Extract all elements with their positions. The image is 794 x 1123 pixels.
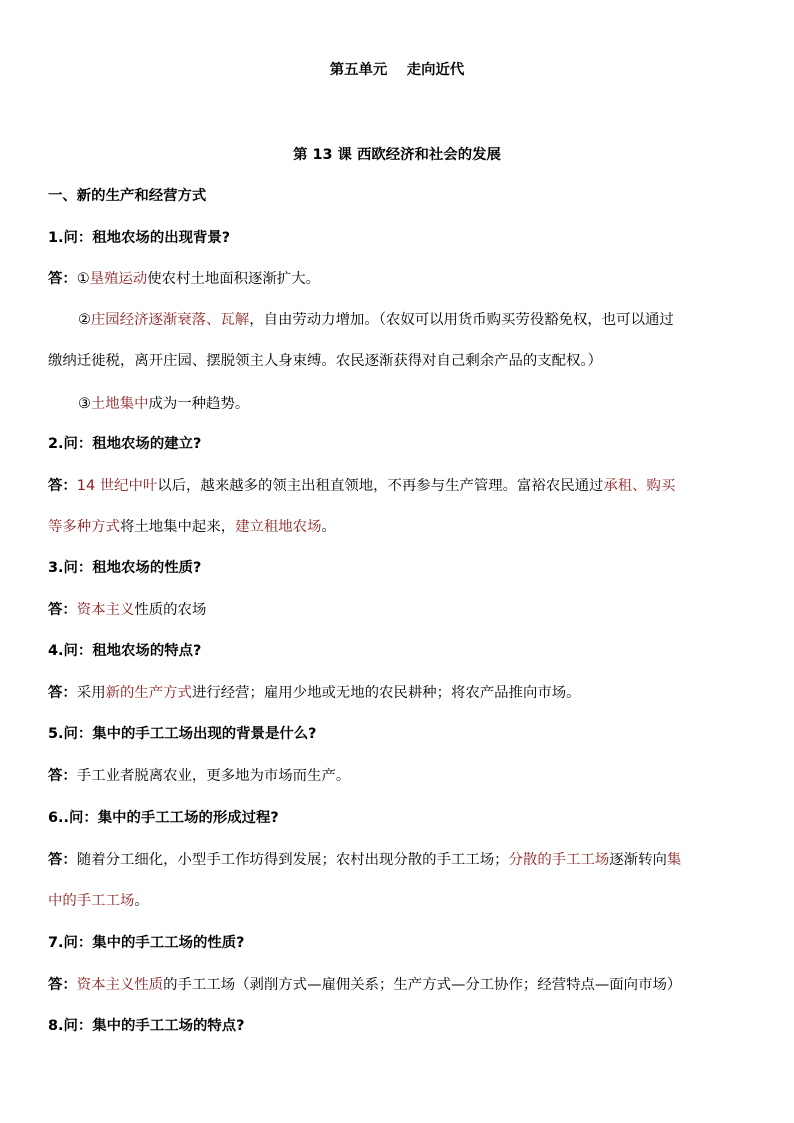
answer-6-line-2: 中的手工工场。 — [48, 893, 149, 909]
key-term: 分散的手工工场 — [508, 852, 610, 868]
answer-7: 答：资本主义性质的手工工场（剥削方式—雇佣关系；生产方式—分工协作；经营特点—面向市场） — [48, 977, 682, 993]
question-1: 1.问：租地农场的出现背景? — [48, 230, 231, 246]
question-4: 4.问：租地农场的特点? — [48, 643, 202, 659]
lesson-title: 第 13 课 西欧经济和社会的发展 — [293, 147, 501, 163]
answer-label: 答： — [48, 271, 77, 287]
key-term: 建立租地农场 — [235, 519, 322, 535]
question-6: 6..问：集中的手工工场的形成过程? — [48, 810, 279, 826]
key-term: 承租、购买 — [603, 478, 676, 494]
answer-2-line-1: 答：14 世纪中叶以后，越来越多的领主出租直领地，不再参与生产管理。富裕农民通过承租、购买 — [48, 478, 676, 494]
unit-title: 第五单元 走向近代 — [329, 62, 465, 78]
question-8: 8.问：集中的手工工场的特点? — [48, 1018, 245, 1034]
answer-1-line-3: 缴纳迁徙税，离开庄园、摆脱领主人身束缚。农民逐渐获得对自己剩余产品的支配权。） — [48, 353, 603, 369]
key-term: 等多种方式 — [48, 519, 120, 535]
answer-5: 答：手工业者脱离农业，更多地为市场而生产。 — [48, 768, 351, 784]
key-term: 资本主义性质 — [76, 977, 164, 993]
answer-4: 答：采用新的生产方式进行经营；雇用少地或无地的农民耕种；将农产品推向市场。 — [48, 685, 581, 701]
answer-1-line-1: 答：①垦殖运动使农村土地面积逐渐扩大。 — [48, 271, 320, 287]
key-term: 庄园经济逐渐衰落、瓦解 — [90, 312, 250, 328]
answer-2-line-2: 等多种方式将土地集中起来，建立租地农场。 — [48, 519, 336, 535]
key-term: 垦殖运动 — [89, 271, 148, 287]
answer-1-line-4: ③土地集中成为一种趋势。 — [78, 396, 250, 412]
key-term: 集 — [666, 852, 682, 868]
answer-6-line-1: 答：随着分工细化，小型手工作坊得到发展；农村出现分散的手工工场；分散的手工工场逐渐转向集 — [48, 852, 682, 868]
question-2: 2.问：租地农场的建立? — [48, 436, 202, 452]
section-heading: 一、新的生产和经营方式 — [48, 188, 207, 204]
answer-1-line-2: ②庄园经济逐渐衰落、瓦解，自由劳动力增加。（农奴可以用货币购买劳役豁免权，也可以通过 — [78, 312, 674, 328]
question-7: 7.问：集中的手工工场的性质? — [48, 935, 245, 951]
key-term: 14 世纪中叶 — [76, 478, 158, 494]
question-5: 5.问：集中的手工工场出现的背景是什么? — [48, 726, 317, 742]
key-term: 中的手工工场 — [48, 893, 135, 909]
answer-3: 答：资本主义性质的农场 — [48, 602, 207, 618]
key-term: 土地集中 — [90, 396, 149, 412]
question-3: 3.问：租地农场的性质? — [48, 560, 202, 576]
key-term: 新的生产方式 — [105, 685, 192, 701]
key-term: 资本主义 — [76, 602, 135, 618]
